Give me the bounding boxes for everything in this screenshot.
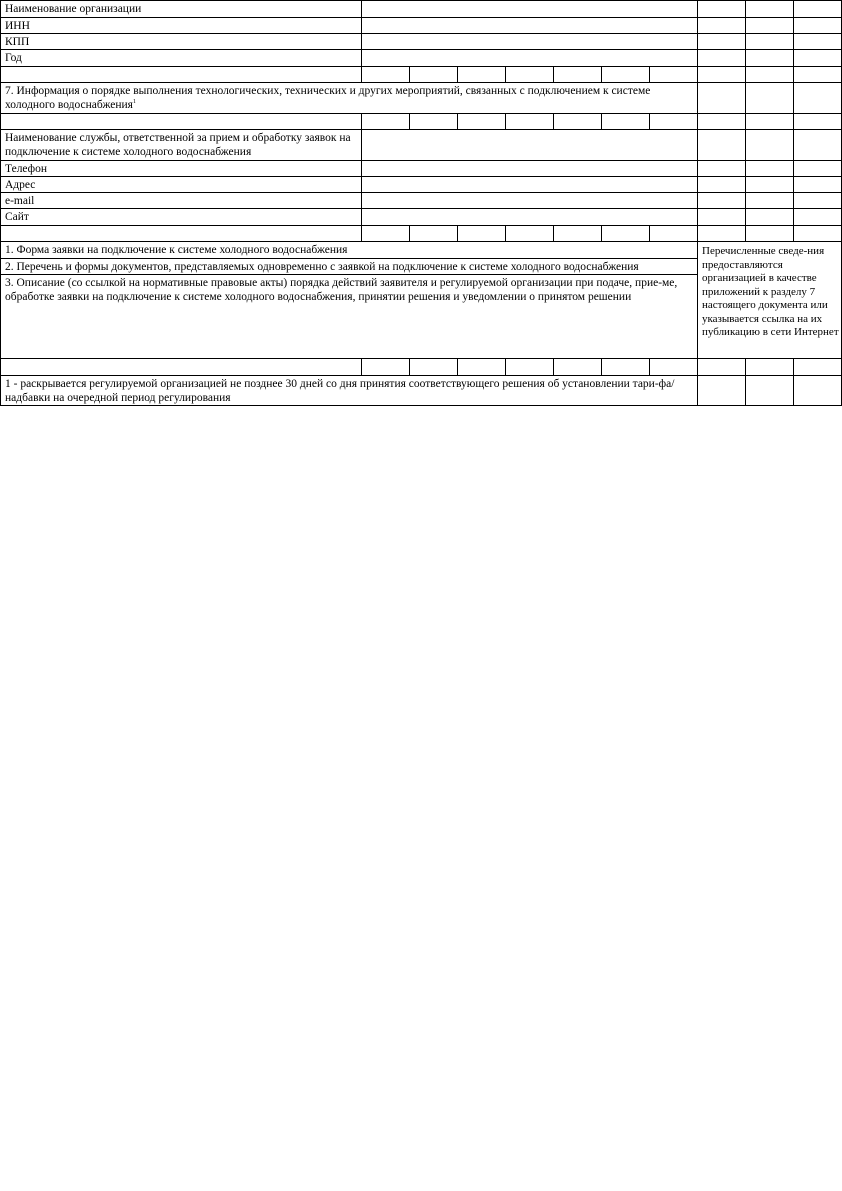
grid-cell	[553, 358, 601, 375]
section-7-footnote-marker: 1	[132, 99, 136, 106]
section-7-extra-1	[697, 82, 745, 113]
grid-cell	[745, 358, 793, 375]
org-name-extra-2	[745, 0, 793, 17]
grid-cell	[505, 66, 553, 82]
year-value[interactable]	[361, 49, 697, 66]
service-name-value[interactable]	[361, 129, 697, 160]
grid-cell	[649, 66, 697, 82]
email-value[interactable]	[361, 192, 697, 208]
section-7-title-text: 7. Информация о порядке выполнения технологических, технических и других мероприятий, связанных с подключением к системе холодного водоснабжения	[5, 85, 651, 111]
site-label: Сайт	[0, 208, 361, 225]
section-7-extra-3	[793, 82, 842, 113]
grid-cell	[505, 358, 553, 375]
org-name-extra-1	[697, 0, 745, 17]
grid-cell	[601, 113, 649, 129]
document-item-2: 2. Перечень и формы документов, представляемых одновременно с заявкой на подключение к системе холодного водоснабжения	[0, 258, 697, 274]
grid-cell	[0, 358, 361, 375]
year-extra-1	[697, 49, 745, 66]
grid-cell	[601, 358, 649, 375]
email-label: e-mail	[0, 192, 361, 208]
grid-cell	[409, 225, 457, 241]
grid-cell	[457, 113, 505, 129]
grid-cell	[601, 66, 649, 82]
grid-cell	[457, 225, 505, 241]
grid-cell	[361, 113, 409, 129]
service-name-extra-2	[745, 129, 793, 160]
phone-extra-3	[793, 160, 842, 176]
grid-cell	[505, 113, 553, 129]
grid-cell	[553, 225, 601, 241]
grid-cell	[361, 358, 409, 375]
grid-cell	[361, 66, 409, 82]
org-name-label: Наименование организации	[0, 0, 361, 17]
kpp-extra-2	[745, 33, 793, 49]
grid-cell	[553, 66, 601, 82]
site-extra-1	[697, 208, 745, 225]
grid-cell	[793, 66, 842, 82]
inn-label: ИНН	[0, 17, 361, 33]
site-extra-3	[793, 208, 842, 225]
phone-label: Телефон	[0, 160, 361, 176]
documents-side-note: Перечисленные сведе-ния предоставляются организацией в качестве приложений к разделу 7 настоящего документа или указывается ссылка на их публикацию в сети Интернет	[697, 241, 842, 358]
grid-cell	[0, 66, 361, 82]
table-border-bottom	[0, 405, 842, 406]
year-extra-2	[745, 49, 793, 66]
grid-cell	[793, 113, 842, 129]
footnote-text: 1 - раскрывается регулируемой организацией не позднее 30 дней со дня принятия соответствующего решения об установлении тари-фа/надбавки на очередной период регулирования	[0, 375, 697, 406]
kpp-label: КПП	[0, 33, 361, 49]
grid-cell	[745, 66, 793, 82]
email-extra-1	[697, 192, 745, 208]
address-extra-2	[745, 176, 793, 192]
address-extra-1	[697, 176, 745, 192]
service-name-extra-3	[793, 129, 842, 160]
kpp-extra-1	[697, 33, 745, 49]
grid-cell	[361, 225, 409, 241]
inn-extra-3	[793, 17, 842, 33]
grid-cell	[649, 358, 697, 375]
grid-cell	[457, 66, 505, 82]
grid-cell	[649, 113, 697, 129]
grid-cell	[601, 225, 649, 241]
email-extra-3	[793, 192, 842, 208]
service-name-extra-1	[697, 129, 745, 160]
year-label: Год	[0, 49, 361, 66]
kpp-value[interactable]	[361, 33, 697, 49]
grid-cell	[649, 225, 697, 241]
section-7-extra-2	[745, 82, 793, 113]
grid-cell	[409, 358, 457, 375]
footnote-extra-3	[793, 375, 842, 406]
org-name-value[interactable]	[361, 0, 697, 17]
kpp-extra-3	[793, 33, 842, 49]
document-item-1: 1. Форма заявки на подключение к системе холодного водоснабжения	[0, 241, 697, 258]
grid-cell	[697, 113, 745, 129]
grid-cell	[0, 225, 361, 241]
phone-extra-2	[745, 160, 793, 176]
disclosure-form-table	[0, 0, 842, 406]
inn-extra-2	[745, 17, 793, 33]
address-extra-3	[793, 176, 842, 192]
grid-cell	[697, 66, 745, 82]
grid-cell	[409, 66, 457, 82]
address-label: Адрес	[0, 176, 361, 192]
service-name-label: Наименование службы, ответственной за прием и обработку заявок на подключение к системе холодного водоснабжения	[0, 129, 361, 160]
phone-value[interactable]	[361, 160, 697, 176]
site-value[interactable]	[361, 208, 697, 225]
grid-cell	[745, 225, 793, 241]
grid-cell	[697, 358, 745, 375]
grid-cell	[697, 225, 745, 241]
section-7-title	[0, 82, 697, 113]
org-name-extra-3	[793, 0, 842, 17]
phone-extra-1	[697, 160, 745, 176]
footnote-extra-2	[745, 375, 793, 406]
grid-cell	[745, 113, 793, 129]
grid-cell	[553, 113, 601, 129]
inn-value[interactable]	[361, 17, 697, 33]
document-item-3: 3. Описание (со ссылкой на нормативные правовые акты) порядка действий заявителя и регулируемой организации при подаче, прие-ме, обработке заявки на подключение к системе холодного водоснабжения, принятии решения и уведомлении о принятом решении	[0, 274, 697, 358]
address-value[interactable]	[361, 176, 697, 192]
grid-cell	[793, 358, 842, 375]
grid-cell	[409, 113, 457, 129]
grid-cell	[0, 113, 361, 129]
email-extra-2	[745, 192, 793, 208]
grid-cell	[505, 225, 553, 241]
year-extra-3	[793, 49, 842, 66]
footnote-extra-1	[697, 375, 745, 406]
grid-cell	[793, 225, 842, 241]
grid-cell	[457, 358, 505, 375]
inn-extra-1	[697, 17, 745, 33]
site-extra-2	[745, 208, 793, 225]
